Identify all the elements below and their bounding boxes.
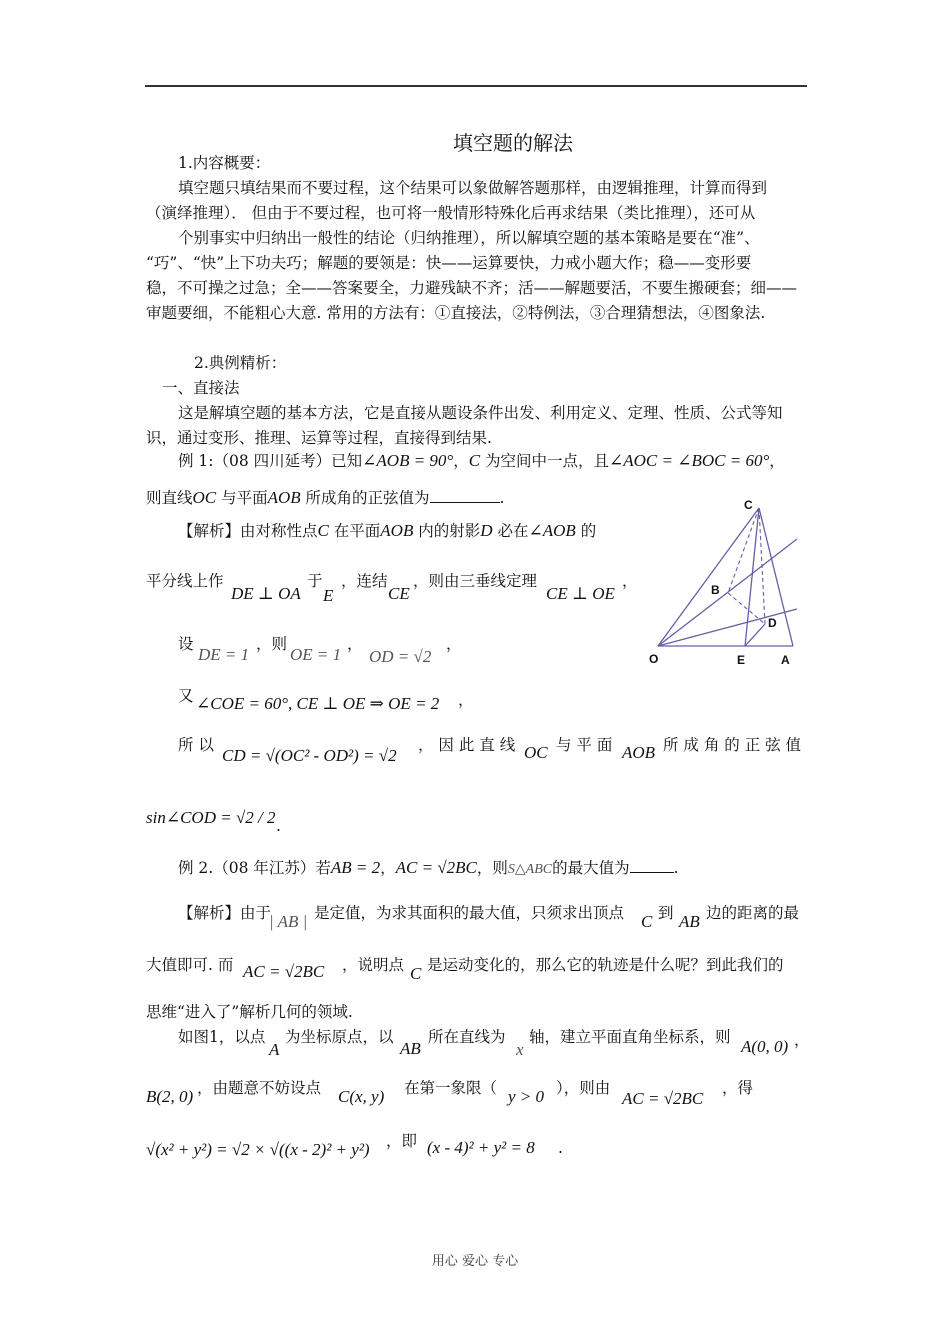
math-expr: OC [192,488,217,507]
analysis-text: 轴，建立平面直角坐标系，则 [529,1028,731,1046]
math-expr: AC = √2BC [395,858,477,877]
math-expr: E [323,586,334,605]
math-expr: √(x² + y²) = √2 × √((x - 2)² + y²) [146,1140,370,1159]
analysis-text: 如图1，以点 [178,1028,266,1046]
label-E: E [737,653,746,667]
analysis-text: ，得 [722,1079,754,1097]
header-rule [145,85,807,87]
analysis-text: 于 [307,572,323,590]
analysis-text: 【解析】由于 [178,904,272,922]
segment-OC [658,508,759,646]
math-expr: C [468,451,481,470]
analysis-text: . [276,817,281,835]
math-expr: ∠AOB [528,521,576,540]
analysis-text: 在第一象限（ [404,1079,498,1097]
summary-line: 审题要细，不能粗心大意. 常用的方法有：①直接法，②特例法，③合理猜想法，④图象法. [146,304,766,322]
math-expr: (x - 4)² + y² = 8 [427,1138,535,1157]
analysis-text: ， [794,1031,810,1049]
example-1-line-2: 则直线OC 与平面AOB 所成角的正弦值为 . [146,488,505,507]
analysis-text: ， [458,691,474,709]
analysis-text: 所 以 [178,736,214,754]
summary-line: （演绎推理）． 但由于不要过程，也可将一般情形特殊化后再求结果（类比推理），还可从 [146,204,756,222]
analysis-text: 所在直线为 [428,1028,506,1046]
section-1-heading: 1.内容概要： [178,154,271,172]
analysis-text: 为坐标原点，以 [285,1028,394,1046]
label-B: B [711,583,720,597]
math-expr: x [516,1040,524,1059]
example-1-line-1: 例 1:（08 四川延考）已知∠AOB = 90°，C 为空间中一点，且∠AOC = ∠BOC = 60°， [178,451,785,470]
example-2-line-1: 例 2.（08 年江苏）若AB = 2，AC = √2BC，则S△ABC的最大值为 . [178,858,679,877]
analysis-text: ，说明点 [342,956,405,974]
analysis-text: 大值即可. 而 [146,956,234,974]
math-expr: A(0, 0) [741,1037,789,1056]
analysis-text: 设 [178,635,194,653]
section-2-heading: 2.典例精析： [194,354,287,372]
direct-method-heading: 一、直接法 [162,379,240,397]
summary-line: “巧”、“快”上下功夫巧；解题的要领是：快——运算要快，力戒小题大作；稳——变形要 [146,254,752,272]
analysis-text: ，即 [386,1132,418,1150]
math-expr: AB = 2 [330,858,381,877]
analysis-text: 又 [178,687,194,705]
math-expr: AC = √2BC [622,1089,704,1108]
page-footer: 用心 爱心 专心 [431,1254,519,1269]
analysis-text: 是运动变化的，那么它的轨迹是什么呢？到此我们的 [427,956,784,974]
analysis-text: 边的距离的最 [706,904,800,922]
page-title: 填空题的解法 [453,131,573,155]
math-expr: D [480,521,493,540]
math-expr: C [317,521,329,540]
analysis-text: ，连结 [341,572,388,590]
math-expr: sin∠COD = √2 / 2 [146,808,276,827]
analysis-text: ， [446,635,462,653]
math-expr: | AB | [269,912,308,931]
label-D: D [768,616,777,630]
math-expr: DE ⊥ OA [231,584,301,603]
analysis-text: ，则 [256,635,288,653]
label-C: C [744,498,753,512]
direct-method-line: 识，通过变形、推理、运算等过程，直接得到结果. [146,429,492,447]
summary-line: 填空题只填结果而不要过程，这个结果可以象做解答题那样，由逻辑推理，计算而得到 [178,179,768,197]
math-expr: AB [400,1039,421,1058]
summary-line: 稳，不可操之过急；全——答案要全，力避残缺不齐；活——解题要活，不要生搬硬套；细—— [146,279,798,297]
label-A: A [781,653,790,667]
math-expr: ∠COE = 60°, CE ⊥ OE ⇒ OE = 2 [196,694,440,713]
analysis-text: ， [622,572,638,590]
analysis-text: 所 成 角 的 正 弦 值 [663,736,802,754]
analysis-text: ），则由 [556,1079,611,1097]
summary-line: 个别事实中归纳出一般性的结论（归纳推理），所以解填空题的基本策略是要在“准”、 [178,229,760,247]
math-expr: ∠AOC = ∠BOC = 60° [609,451,770,470]
math-expr: B(2, 0) [146,1087,194,1106]
math-expr: ∠AOB = 90° [362,451,454,470]
analysis-text: ， 因 此 直 线 [418,736,516,754]
segment-CD [759,508,765,624]
answer-blank[interactable] [630,858,674,873]
label-O: O [649,652,659,666]
math-expr: CE [388,584,410,603]
math-expr: AB [679,912,700,931]
analysis-text: 与 平 面 [556,736,613,754]
analysis-text: ， [347,635,363,653]
analysis-text: . [558,1139,563,1157]
pyramid-figure [645,496,805,668]
analysis-text: 思维“进入了”解析几何的领域. [146,1003,353,1021]
math-expr: A [269,1040,280,1059]
analysis-text: ，由题意不妨设点 [197,1079,322,1097]
math-expr: CD = √(OC² - OD²) = √2 [222,746,397,765]
math-expr: C [641,912,653,931]
math-expr: AOB [622,743,656,762]
segment-DE [745,624,765,646]
math-expr: AOB [267,488,301,507]
math-expr: C(x, y) [338,1087,385,1106]
math-expr: DE = 1 [198,645,250,664]
answer-blank[interactable] [430,488,500,503]
math-expr: C [410,964,422,983]
math-expr: AC = √2BC [243,962,325,981]
analysis-text: 到 [658,904,674,922]
math-expr: CE ⊥ OE [546,584,615,603]
analysis-text: ，则由三垂线定理 [413,572,538,590]
math-expr: OC [524,743,548,762]
math-expr: OD = √2 [369,647,432,666]
math-expr: OE = 1 [290,645,342,664]
math-expr: S△ABC [507,862,553,877]
direct-method-line: 这是解填空题的基本方法，它是直接从题设条件出发、利用定义、定理、性质、公式等知 [178,404,783,422]
analysis-line-1: 【解析】由对称性点C 在平面AOB 内的射影D 必在∠AOB 的 [178,521,597,540]
math-expr: AOB [380,521,414,540]
analysis-line-2-text: 平分线上作 [146,572,224,590]
math-expr: y > 0 [508,1087,545,1106]
analysis-text: 是定值，为求其面积的最大值，只须求出顶点 [314,904,625,922]
